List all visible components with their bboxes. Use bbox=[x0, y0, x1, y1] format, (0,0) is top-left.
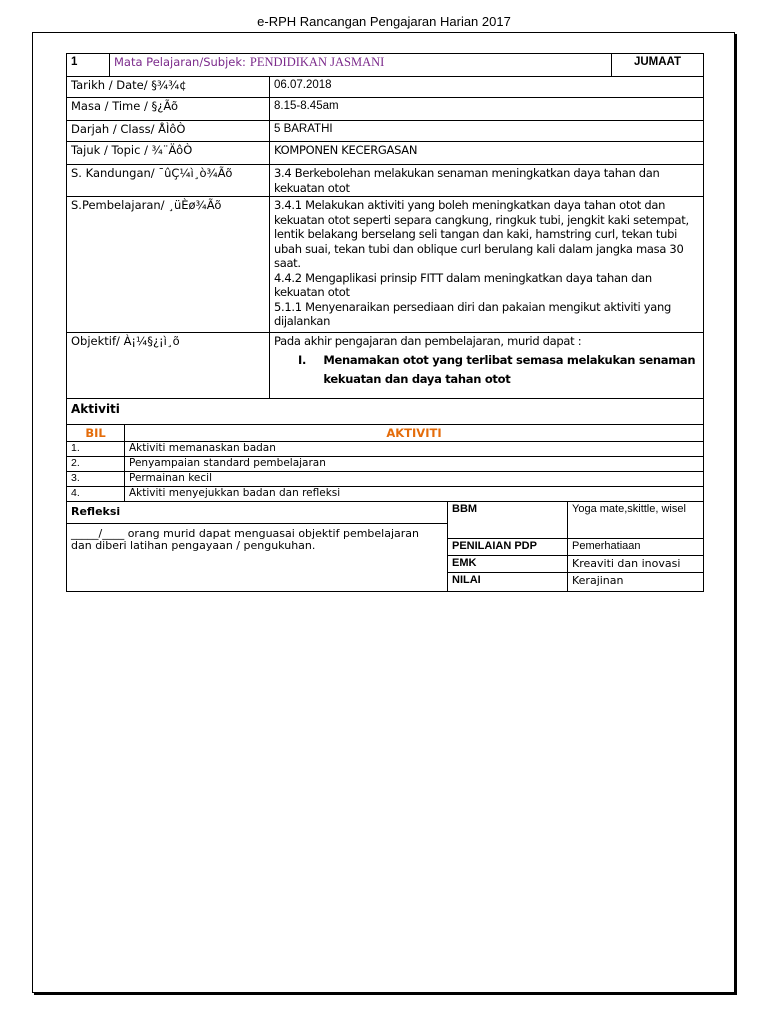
time-value: 8.15-8.45am bbox=[270, 98, 704, 121]
penilaian-label: PENILAIAN PDP bbox=[448, 539, 568, 556]
objective-text: Menamakan otot yang terlibat semasa melakukan senaman kekuatan dan daya tahan otot bbox=[323, 352, 696, 386]
activity-text: Penyampaian standard pembelajaran bbox=[125, 457, 704, 472]
subject-value: PENDIDIKAN JASMANI bbox=[249, 55, 385, 69]
activity-number: 4. bbox=[67, 487, 125, 502]
bbm-label: BBM bbox=[448, 502, 568, 539]
date-value: 06.07.2018 bbox=[270, 77, 704, 98]
lesson-details-table bbox=[66, 53, 704, 399]
learning-standard-label: S.Pembelajaran/ ¸üÈø¾Ãõ bbox=[67, 197, 270, 333]
bil-column-header: BIL bbox=[67, 425, 125, 442]
class-label: Darjah / Class/ ÅÌôÒ bbox=[67, 121, 270, 142]
objective-number: I. bbox=[298, 352, 307, 367]
activity-text: Aktiviti memanaskan badan bbox=[125, 442, 704, 457]
activity-number: 1. bbox=[67, 442, 125, 457]
activity-column-header: AKTIVITI bbox=[125, 425, 704, 442]
penilaian-value: Pemerhatiaan bbox=[568, 539, 704, 556]
learning-standard-value bbox=[270, 197, 704, 333]
topic-label: Tajuk / Topic / ¾¨ÄôÒ bbox=[67, 142, 270, 165]
reflection-text: _____/____ orang murid dapat menguasai objektif pembelajaran dan diberi latihan pengayaan / pengukuhan. bbox=[67, 524, 448, 592]
class-value: 5 BARATHI bbox=[270, 121, 704, 142]
activity-text: Permainan kecil bbox=[125, 472, 704, 487]
objective-list bbox=[274, 351, 699, 389]
lesson-plan-document bbox=[66, 53, 703, 592]
date-label: Tarikh / Date/ §¾¾¢ bbox=[67, 77, 270, 98]
learning-standard-item: 5.1.1 Menyenaraikan persediaan diri dan pakaian mengikut aktiviti yang dijalankan bbox=[274, 299, 671, 328]
page-title: e-RPH Rancangan Pengajaran Harian 2017 bbox=[257, 14, 511, 29]
nilai-value: Kerajinan bbox=[568, 573, 704, 592]
bbm-value: Yoga mate,skittle, wisel bbox=[568, 502, 704, 539]
lesson-day: JUMAAT bbox=[612, 54, 704, 77]
topic-value: KOMPONEN KECERGASAN bbox=[270, 142, 704, 165]
activity-text: Aktiviti menyejukkan badan dan refleksi bbox=[125, 487, 704, 502]
nilai-label: NILAI bbox=[448, 573, 568, 592]
objective-item bbox=[274, 351, 699, 389]
content-standard-label: S. Kandungan/ ¯ûÇ¼ì¸ò¾Ãõ bbox=[67, 165, 270, 197]
learning-standard-item: 3.4.1 Melakukan aktiviti yang boleh meningkatkan daya tahan otot dan kekuatan otot seperti separa cangkung, ringkuk tubi, jengkit kaki setempat, lentik belakang berselang seli tangan dan kaki, hamstring curl, tekan tubi ubah suai, tekan tubi dan oblique curl berulang kali dalam jangka masa 30 saat. bbox=[274, 198, 689, 270]
reflection-title: Refleksi bbox=[67, 502, 448, 524]
objective-value bbox=[270, 333, 704, 399]
emk-label: EMK bbox=[448, 556, 568, 573]
time-label: Masa / Time / §¿Ãõ bbox=[67, 98, 270, 121]
subject-label: Mata Pelajaran/Subjek: bbox=[114, 55, 246, 69]
activities-table bbox=[66, 398, 704, 502]
content-standard-value: 3.4 Berkebolehan melakukan senaman meningkatkan daya tahan dan kekuatan otot bbox=[270, 165, 704, 197]
activity-number: 3. bbox=[67, 472, 125, 487]
lesson-number: 1 bbox=[67, 54, 110, 77]
objective-label: Objektif/ À¡¼§¿¡ì¸õ bbox=[67, 333, 270, 399]
subject-cell bbox=[110, 54, 612, 77]
reflection-table bbox=[66, 501, 704, 592]
activities-title: Aktiviti bbox=[67, 399, 704, 425]
emk-value: Kreaviti dan inovasi bbox=[568, 556, 704, 573]
activity-number: 2. bbox=[67, 457, 125, 472]
objective-intro: Pada akhir pengajaran dan pembelajaran, murid dapat : bbox=[274, 334, 582, 348]
learning-standard-item: 4.4.2 Mengaplikasi prinsip FITT dalam meningkatkan daya tahan dan kekuatan otot bbox=[274, 270, 652, 299]
